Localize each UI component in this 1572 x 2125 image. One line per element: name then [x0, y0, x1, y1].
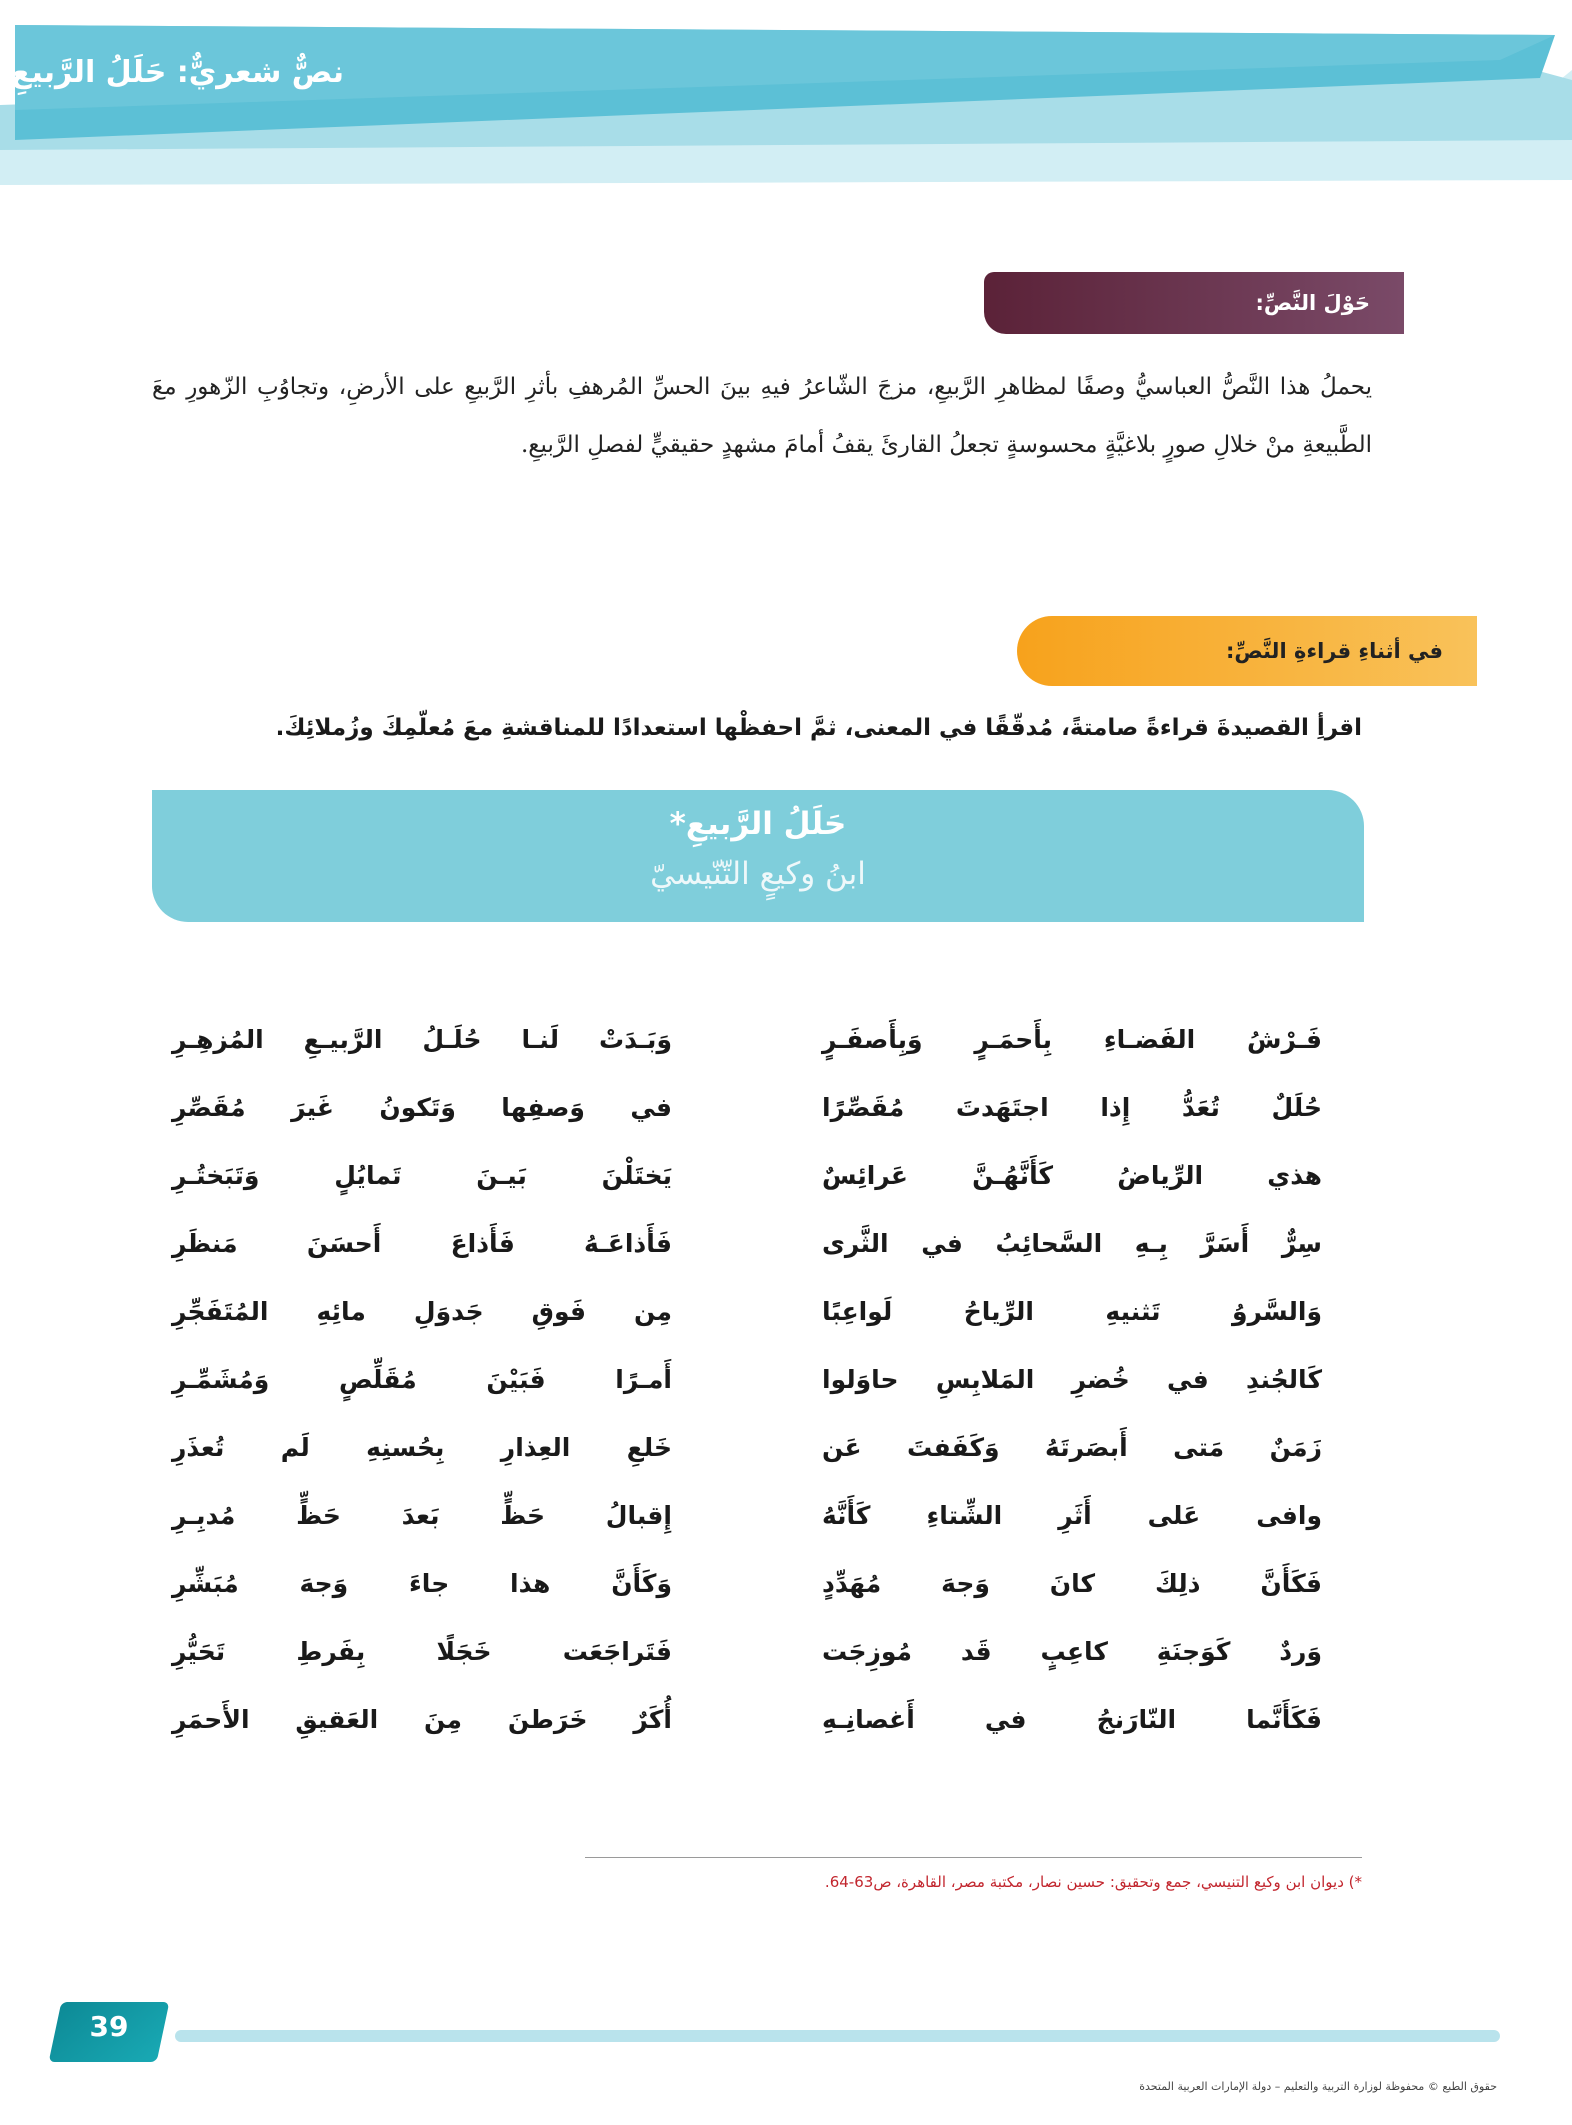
verse-row — [172, 1365, 1322, 1429]
section-heading-about: حَوْلَ النَّصِّ: — [984, 272, 1404, 334]
verse-first-half: كَالجُندِ في خُضرِ المَلابِسِ حاوَلوا — [822, 1365, 1322, 1394]
poem-title-box — [152, 790, 1364, 922]
poem-title: حَلَلُ الرَّبيعِ* — [669, 806, 847, 842]
verse-second-half: يَختَلْنَ بَيـنَ تَمايُلٍ وَتَبَختُـرِ — [172, 1161, 672, 1190]
verse-row — [172, 1705, 1322, 1769]
verse-row — [172, 1093, 1322, 1157]
about-paragraph: يحملُ هذا النَّصُّ العباسيُّ وصفًا لمظاهرِ الرَّبيعِ، مزجَ الشّاعرُ فيهِ بينَ الحسِّ المُرهفِ بأثرِ الرَّبيعِ على الأرضِ، وتجاوُبِ الزّهورِ معَ الطَّبيعةِ منْ خلالِ صورٍ بلاغيَّةٍ محسوسةٍ تجعلُ القارئَ يقفُ أمامَ مشهدٍ حقيقيٍّ لفصلِ الرَّبيعِ. — [152, 374, 1372, 458]
verse-first-half: سِرٌّ أَسَرَّ بِـهِ السَّحائِبُ في الثَّرى — [822, 1229, 1322, 1258]
verse-second-half: خَلعِ العِذارِ بِحُسنِهِ لَم تُعذَرِ — [172, 1433, 672, 1462]
poem-verses — [172, 1025, 1322, 1785]
header-ribbon — [0, 0, 1572, 200]
footnote-divider — [585, 1857, 1362, 1858]
verse-row — [172, 1637, 1322, 1701]
verse-second-half: وَبَـدَتْ لَنـا حُلَـلُ الرَّبيـعِ المُزهِـرِ — [172, 1025, 672, 1054]
page-title: نصٌّ شعريٌّ: حَلَلُ الرَّبيعِ — [11, 55, 344, 90]
verse-row — [172, 1161, 1322, 1225]
footnote: *) ديوان ابن وكيع التنيسي، جمع وتحقيق: حسين نصار، مكتبة مصر، القاهرة، ص63-64. — [824, 1873, 1362, 1891]
verse-first-half: وَردٌ كَوَجنَةِ كاعِبٍ قَد مُوزِجَت — [822, 1637, 1322, 1666]
section-heading-reading: في أثناءِ قراءةِ النَّصِّ: — [1017, 616, 1477, 686]
verse-row — [172, 1025, 1322, 1089]
verse-row — [172, 1569, 1322, 1633]
verse-first-half: زَمَنٌ مَتى أَبصَرتَهُ وَكَفَفتَ عَن — [822, 1433, 1322, 1462]
verse-second-half: في وَصفِها وَتَكونُ غَيرَ مُقَصِّرِ — [172, 1093, 672, 1122]
verse-first-half: فَكَأَنَّما النّارَنجُ في أَغصانِـهِ — [822, 1705, 1322, 1734]
verse-row — [172, 1297, 1322, 1361]
verse-first-half: وافى عَلى أَثَرِ الشِّتاءِ كَأَنَّهُ — [822, 1501, 1322, 1530]
verse-second-half: فَأَذاعَـهُ فَأَذاعَ أَحسَنَ مَنظَرِ — [172, 1229, 672, 1258]
poem-author: ابنُ وكيعٍ التّنّيسيّ — [650, 856, 866, 892]
verse-second-half: أَمـرًا فَبَيْنَ مُقَلِّصٍ وَمُشَمِّـرِ — [172, 1365, 672, 1394]
verse-row — [172, 1501, 1322, 1565]
verse-second-half: وَكَأَنَّ هذا جاءَ وَجهَ مُبَشِّرِ — [172, 1569, 672, 1598]
verse-first-half: حُلَلٌ تُعَدُّ إِذا اجتَهَدتَ مُقَصِّرًا — [822, 1093, 1322, 1122]
verse-first-half: وَالسَّروُ تَثنيهِ الرِّياحُ لَواعِبًا — [822, 1297, 1322, 1326]
verse-first-half: فَـرْشُ الفَضـاءِ بِأَحمَـرٍ وَبِأَصفَـرٍ — [822, 1025, 1322, 1054]
verse-first-half: هذي الرِّياضُ كَأَنَّهُـنَّ عَرائِسٌ — [822, 1161, 1322, 1190]
verse-second-half: فَتَراجَعَت خَجَلًا بِفَرطِ تَحَيُّرِ — [172, 1637, 672, 1666]
verse-second-half: مِن فَوقِ جَدوَلِ مائِهِ المُتَفَجِّرِ — [172, 1297, 672, 1326]
verse-second-half: إِقبالُ حَظٍّ بَعدَ حَظٍّ مُدبِـرِ — [172, 1501, 672, 1530]
verse-row — [172, 1229, 1322, 1293]
copyright-notice: حقوق الطبع © محفوظة لوزارة التربية والتعليم – دولة الإمارات العربية المتحدة — [1139, 2080, 1497, 2093]
verse-second-half: أُكَرٌ خَرَطنَ مِنَ العَقيقِ الأَحمَرِ — [172, 1705, 672, 1734]
page-number: 39 — [89, 2010, 129, 2043]
verse-row — [172, 1433, 1322, 1497]
verse-first-half: فَكَأَنَّ ذلِكَ كانَ وَجهَ مُهَدِّدٍ — [822, 1569, 1322, 1598]
footer-bar — [175, 2030, 1500, 2042]
reading-instruction: اقرأِ القصيدةَ قراءةً صامتةً، مُدقّقًا في المعنى، ثمَّ احفظْها استعدادًا للمناقشةِ معَ مُعلّمِكَ وزُملائِكَ. — [275, 715, 1362, 741]
